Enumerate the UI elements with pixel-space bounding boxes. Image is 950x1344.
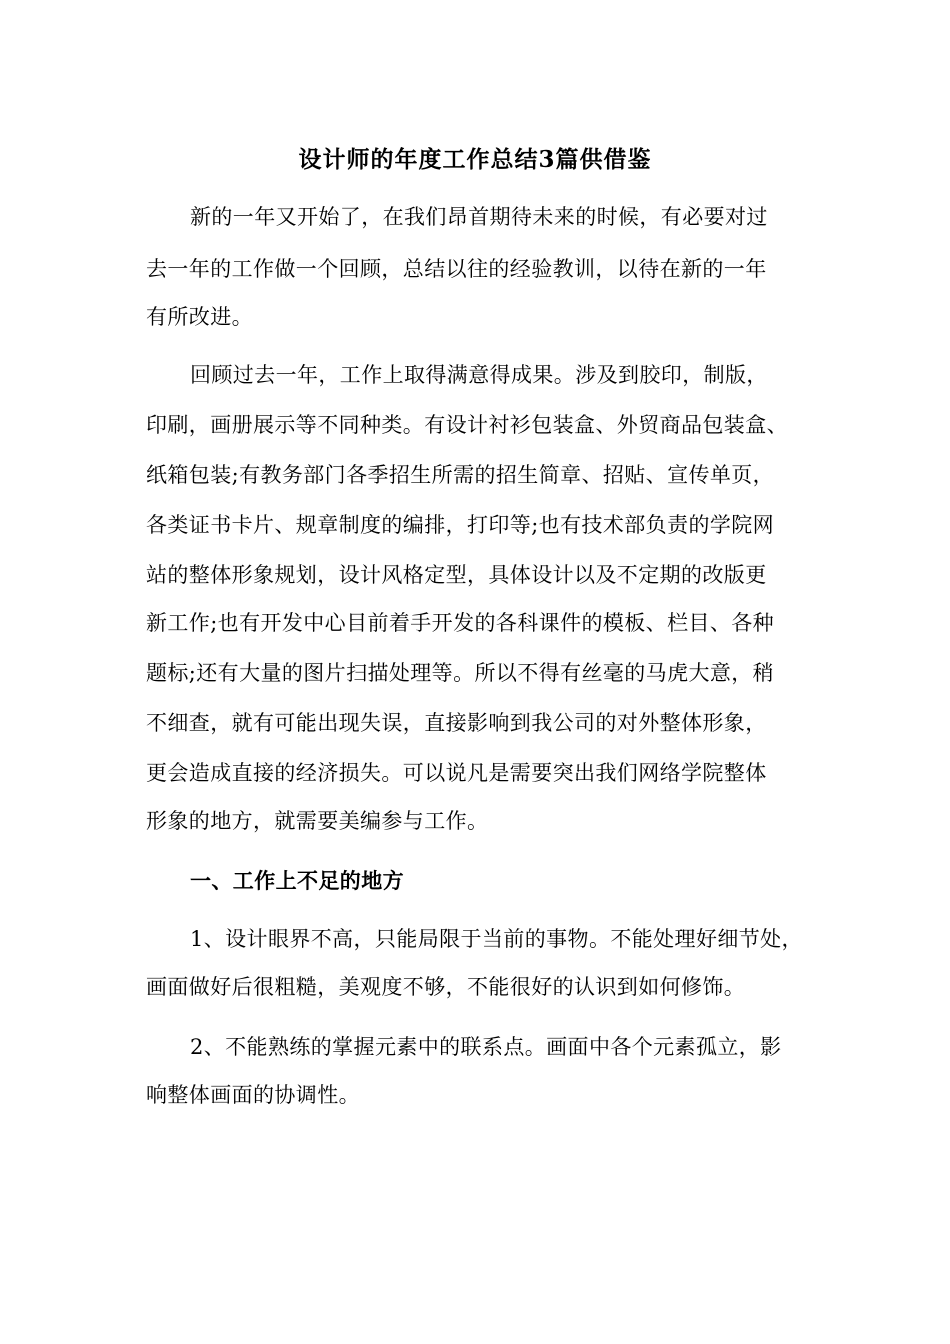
paragraph-2-line-8: 不细查，就有可能出现失误，直接影响到我公司的对外整体形象， — [146, 711, 767, 735]
paragraph-2-line-2: 印刷，画册展示等不同种类。有设计衬衫包装盒、外贸商品包装盒、 — [146, 413, 788, 437]
section-1-heading: 一、工作上不足的地方 — [190, 868, 404, 893]
item-1-line-2: 画面做好后很粗糙，美观度不够，不能很好的认识到如何修饰。 — [146, 975, 746, 999]
paragraph-1-line-1: 新的一年又开始了，在我们昂首期待未来的时候，有必要对过 — [190, 205, 768, 229]
paragraph-2-line-7: 题标;还有大量的图片扫描处理等。所以不得有丝毫的马虎大意，稍 — [146, 661, 775, 685]
paragraph-2-line-10: 形象的地方，就需要美编参与工作。 — [146, 809, 489, 833]
paragraph-2-line-6: 新工作;也有开发中心目前着手开发的各科课件的模板、栏目、各种 — [146, 611, 775, 635]
paragraph-2-line-3: 纸箱包装;有教务部门各季招生所需的招生简章、招贴、宣传单页， — [146, 463, 775, 487]
item-1-line-1: 1、设计眼界不高，只能局限于当前的事物。不能处理好细节处， — [190, 927, 803, 951]
paragraph-2-line-4: 各类证书卡片、规章制度的编排，打印等;也有技术部负责的学院网 — [146, 513, 775, 537]
paragraph-2-line-1: 回顾过去一年，工作上取得满意得成果。涉及到胶印，制版， — [190, 363, 768, 387]
item-2-line-2: 响整体画面的协调性。 — [146, 1083, 360, 1107]
paragraph-2-line-5: 站的整体形象规划，设计风格定型，具体设计以及不定期的改版更 — [146, 563, 767, 587]
paragraph-1-line-3: 有所改进。 — [146, 305, 253, 329]
item-2-line-1: 2、不能熟练的掌握元素中的联系点。画面中各个元素孤立，影 — [190, 1035, 782, 1059]
paragraph-2-line-9: 更会造成直接的经济损失。可以说凡是需要突出我们网络学院整体 — [146, 761, 767, 785]
paragraph-1-line-2: 去一年的工作做一个回顾，总结以往的经验教训，以待在新的一年 — [146, 257, 767, 281]
document-title: 设计师的年度工作总结3篇供借鉴 — [298, 146, 652, 173]
